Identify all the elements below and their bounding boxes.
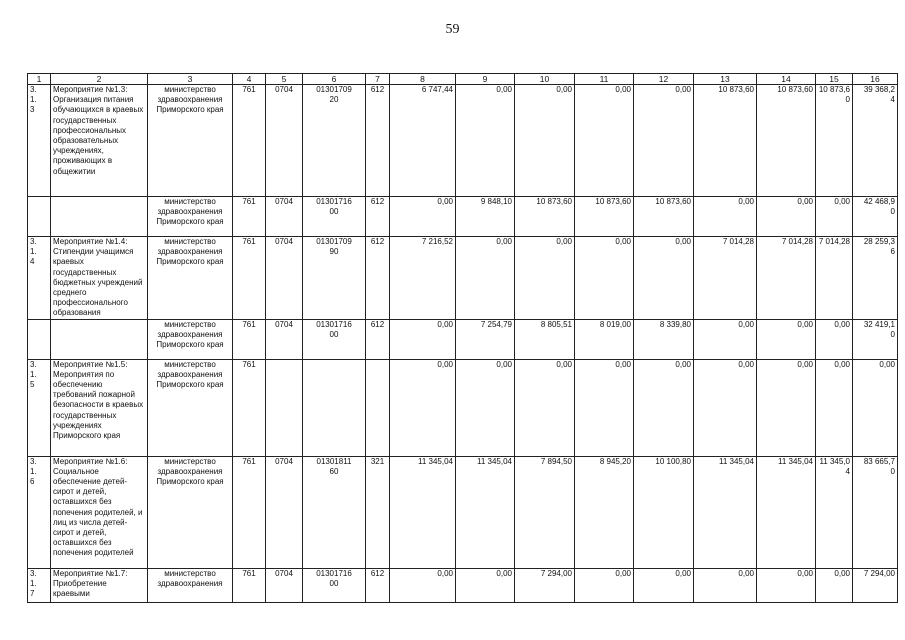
section-code: 0704 bbox=[266, 237, 303, 320]
amount: 0,00 bbox=[456, 568, 515, 602]
column-header: 1 bbox=[28, 74, 51, 85]
amount: 0,00 bbox=[456, 85, 515, 197]
section-code: 0704 bbox=[266, 85, 303, 197]
amount: 0,00 bbox=[390, 568, 456, 602]
total-amount: 28 259,3 6 bbox=[853, 237, 898, 320]
amount: 0,00 bbox=[816, 319, 853, 359]
amount: 11 345,04 bbox=[694, 456, 757, 568]
amount: 0,00 bbox=[694, 359, 757, 456]
grbs-code: 761 bbox=[233, 359, 266, 456]
grbs-code: 761 bbox=[233, 319, 266, 359]
table-row bbox=[28, 568, 898, 602]
amount: 0,00 bbox=[816, 359, 853, 456]
amount: 0,00 bbox=[757, 197, 816, 237]
column-header: 16 bbox=[853, 74, 898, 85]
expense-type bbox=[366, 359, 390, 456]
amount: 0,00 bbox=[694, 568, 757, 602]
target-article: 01301811 60 bbox=[303, 456, 366, 568]
amount: 0,00 bbox=[816, 568, 853, 602]
item-name: Мероприятие №1.6: Социальное обеспечение детей-сирот и детей, оставшихся без попечения родителей, и лиц из числа детей-сирот и детей, оставшихся без попечения родителей bbox=[51, 456, 148, 568]
amount: 7 014,28 bbox=[816, 237, 853, 320]
amount: 8 019,00 bbox=[575, 319, 634, 359]
amount: 0,00 bbox=[634, 359, 694, 456]
item-number: 3. 1. 6 bbox=[28, 456, 51, 568]
item-name bbox=[51, 319, 148, 359]
total-amount: 7 294,00 bbox=[853, 568, 898, 602]
amount: 0,00 bbox=[456, 359, 515, 456]
amount: 0,00 bbox=[575, 237, 634, 320]
target-article: 01301709 90 bbox=[303, 237, 366, 320]
item-number bbox=[28, 197, 51, 237]
grbs-code: 761 bbox=[233, 197, 266, 237]
section-code: 0704 bbox=[266, 319, 303, 359]
expense-type: 612 bbox=[366, 319, 390, 359]
expense-type: 612 bbox=[366, 197, 390, 237]
column-header: 11 bbox=[575, 74, 634, 85]
amount: 11 345,04 bbox=[390, 456, 456, 568]
amount: 7 014,28 bbox=[757, 237, 816, 320]
column-header: 8 bbox=[390, 74, 456, 85]
amount: 7 294,00 bbox=[515, 568, 575, 602]
amount: 0,00 bbox=[575, 85, 634, 197]
amount: 8 339,80 bbox=[634, 319, 694, 359]
amount: 11 345,0 4 bbox=[816, 456, 853, 568]
item-number: 3. 1. 3 bbox=[28, 85, 51, 197]
section-code bbox=[266, 359, 303, 456]
amount: 0,00 bbox=[390, 319, 456, 359]
item-name: Мероприятие №1.3: Организация питания обучающихся в краевых государственных профессиональных образовательных учреждениях, проживающих в общежитии bbox=[51, 85, 148, 197]
executor: министерство здравоохранения Приморского края bbox=[148, 456, 233, 568]
amount: 10 873,60 bbox=[694, 85, 757, 197]
amount: 10 873,60 bbox=[575, 197, 634, 237]
amount: 0,00 bbox=[634, 568, 694, 602]
amount: 0,00 bbox=[816, 197, 853, 237]
column-header: 2 bbox=[51, 74, 148, 85]
amount: 0,00 bbox=[390, 197, 456, 237]
amount: 7 254,79 bbox=[456, 319, 515, 359]
amount: 7 894,50 bbox=[515, 456, 575, 568]
column-header: 6 bbox=[303, 74, 366, 85]
amount: 10 873,60 bbox=[757, 85, 816, 197]
amount: 10 873,60 bbox=[634, 197, 694, 237]
amount: 10 873,6 0 bbox=[816, 85, 853, 197]
item-name: Мероприятие №1.5: Мероприятия по обеспечению требований пожарной безопасности в краевых государственных учреждениях Приморского края bbox=[51, 359, 148, 456]
amount: 0,00 bbox=[575, 359, 634, 456]
column-header: 13 bbox=[694, 74, 757, 85]
grbs-code: 761 bbox=[233, 568, 266, 602]
target-article: 01301716 00 bbox=[303, 319, 366, 359]
table-row bbox=[28, 456, 898, 568]
amount: 11 345,04 bbox=[757, 456, 816, 568]
amount: 0,00 bbox=[634, 237, 694, 320]
amount: 0,00 bbox=[390, 359, 456, 456]
item-name: Мероприятие №1.4: Стипендии учащимся краевых государственных бюджетных учреждений среднего профессионального образования bbox=[51, 237, 148, 320]
total-amount: 42 468,9 0 bbox=[853, 197, 898, 237]
total-amount: 83 665,7 0 bbox=[853, 456, 898, 568]
section-code: 0704 bbox=[266, 568, 303, 602]
expense-type: 612 bbox=[366, 85, 390, 197]
amount: 8 945,20 bbox=[575, 456, 634, 568]
amount: 0,00 bbox=[575, 568, 634, 602]
executor: министерство здравоохранения Приморского края bbox=[148, 319, 233, 359]
item-name bbox=[51, 197, 148, 237]
table-row bbox=[28, 319, 898, 359]
expense-type: 612 bbox=[366, 237, 390, 320]
amount: 11 345,04 bbox=[456, 456, 515, 568]
grbs-code: 761 bbox=[233, 456, 266, 568]
amount: 0,00 bbox=[515, 85, 575, 197]
column-header: 14 bbox=[757, 74, 816, 85]
amount: 0,00 bbox=[456, 237, 515, 320]
amount: 0,00 bbox=[757, 359, 816, 456]
executor: министерство здравоохранения Приморского края bbox=[148, 85, 233, 197]
amount: 9 848,10 bbox=[456, 197, 515, 237]
amount: 10 873,60 bbox=[515, 197, 575, 237]
grbs-code: 761 bbox=[233, 237, 266, 320]
column-header: 5 bbox=[266, 74, 303, 85]
amount: 0,00 bbox=[694, 197, 757, 237]
item-number bbox=[28, 319, 51, 359]
budget-table bbox=[27, 73, 898, 603]
amount: 0,00 bbox=[515, 237, 575, 320]
item-number: 3. 1. 7 bbox=[28, 568, 51, 602]
total-amount: 0,00 bbox=[853, 359, 898, 456]
amount: 7 216,52 bbox=[390, 237, 456, 320]
target-article: 01301709 20 bbox=[303, 85, 366, 197]
column-header: 4 bbox=[233, 74, 266, 85]
expense-type: 612 bbox=[366, 568, 390, 602]
executor: министерство здравоохранения Приморского края bbox=[148, 359, 233, 456]
total-amount: 32 419,1 0 bbox=[853, 319, 898, 359]
header-row bbox=[28, 74, 898, 85]
section-code: 0704 bbox=[266, 197, 303, 237]
item-number: 3. 1. 4 bbox=[28, 237, 51, 320]
item-name: Мероприятие №1.7: Приобретение краевыми bbox=[51, 568, 148, 602]
column-header: 12 bbox=[634, 74, 694, 85]
amount: 7 014,28 bbox=[694, 237, 757, 320]
column-header: 7 bbox=[366, 74, 390, 85]
column-header: 9 bbox=[456, 74, 515, 85]
executor: министерство здравоохранения Приморского края bbox=[148, 197, 233, 237]
executor: министерство здравоохранения Приморского края bbox=[148, 237, 233, 320]
table-row bbox=[28, 237, 898, 320]
target-article: 01301716 00 bbox=[303, 568, 366, 602]
amount: 0,00 bbox=[757, 319, 816, 359]
amount: 10 100,80 bbox=[634, 456, 694, 568]
amount: 0,00 bbox=[634, 85, 694, 197]
target-article: 01301716 00 bbox=[303, 197, 366, 237]
amount: 0,00 bbox=[515, 359, 575, 456]
section-code: 0704 bbox=[266, 456, 303, 568]
grbs-code: 761 bbox=[233, 85, 266, 197]
target-article bbox=[303, 359, 366, 456]
column-header: 10 bbox=[515, 74, 575, 85]
amount: 0,00 bbox=[757, 568, 816, 602]
column-header: 3 bbox=[148, 74, 233, 85]
amount: 0,00 bbox=[694, 319, 757, 359]
total-amount: 39 368,2 4 bbox=[853, 85, 898, 197]
amount: 8 805,51 bbox=[515, 319, 575, 359]
executor: министерство здравоохранения bbox=[148, 568, 233, 602]
amount: 6 747,44 bbox=[390, 85, 456, 197]
page-number: 59 bbox=[445, 22, 460, 37]
item-number: 3. 1. 5 bbox=[28, 359, 51, 456]
table-row bbox=[28, 359, 898, 456]
table-row bbox=[28, 85, 898, 197]
column-header: 15 bbox=[816, 74, 853, 85]
expense-type: 321 bbox=[366, 456, 390, 568]
table-row bbox=[28, 197, 898, 237]
